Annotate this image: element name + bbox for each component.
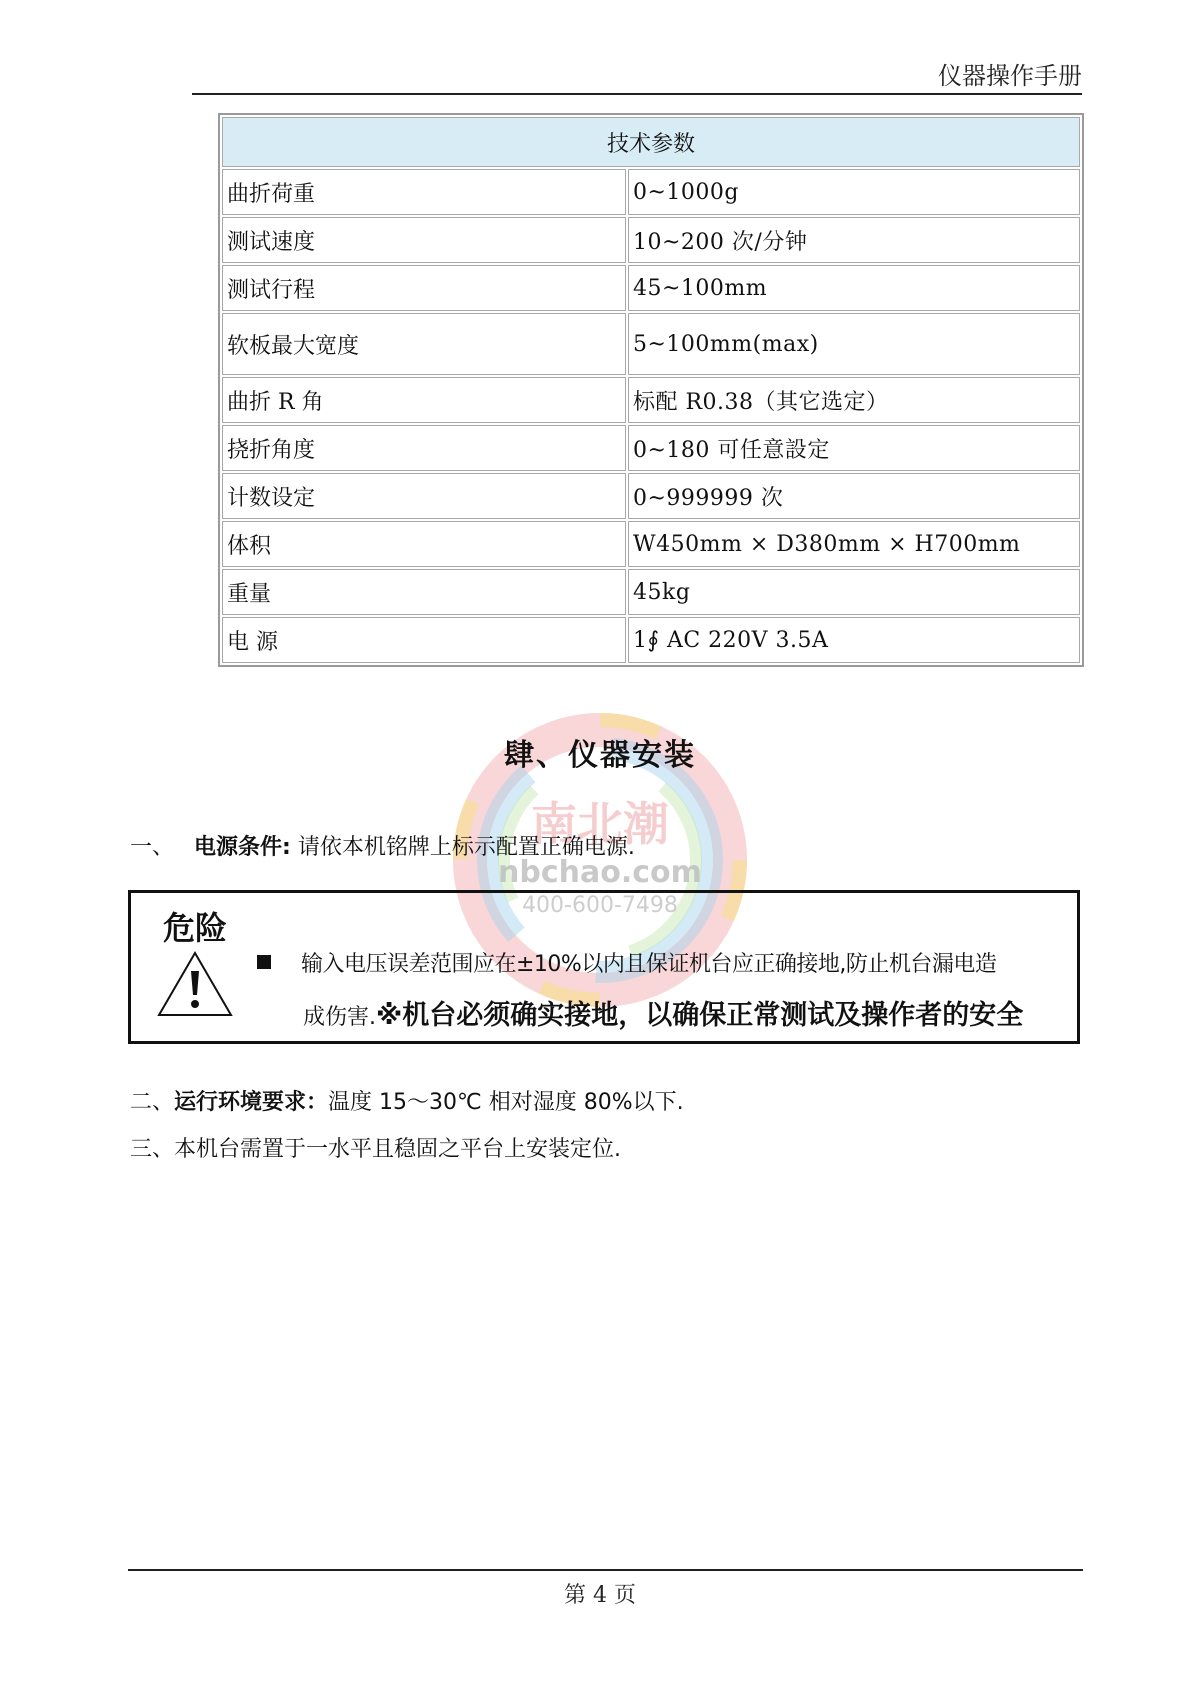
spec-value: 0~999999 次 xyxy=(628,473,1080,519)
danger-box xyxy=(128,890,1080,1044)
spec-value: 10~200 次/分钟 xyxy=(628,217,1080,263)
requirement-text: 请依本机铭牌上标示配置正确电源. xyxy=(290,835,635,860)
requirement-environment xyxy=(130,1085,684,1116)
danger-text-plain: 成伤害. xyxy=(303,1005,376,1030)
svg-text:400-600-7498: 400-600-7498 xyxy=(522,893,678,918)
spec-label: 软板最大宽度 xyxy=(222,313,626,375)
svg-text:nbchao.com: nbchao.com xyxy=(498,855,702,890)
requirement-power xyxy=(130,830,635,861)
spec-value: 标配 R0.38（其它选定） xyxy=(628,377,1080,423)
requirement-placement: 三、本机台需置于一水平且稳固之平台上安装定位. xyxy=(130,1137,621,1162)
section-title: 肆、仪器安装 xyxy=(504,738,696,773)
table-row xyxy=(222,169,1080,215)
spec-value: 5~100mm(max) xyxy=(628,313,1080,375)
page-header-title: 仪器操作手册 xyxy=(938,62,1082,90)
spec-label: 挠折角度 xyxy=(222,425,626,471)
spec-label: 测试速度 xyxy=(222,217,626,263)
spec-value: 45~100mm xyxy=(628,265,1080,311)
spec-value: 45kg xyxy=(628,569,1080,615)
page-number: 第 4 页 xyxy=(564,1583,636,1608)
spec-value: 0~1000g xyxy=(628,169,1080,215)
table-row xyxy=(222,313,1080,375)
warning-triangle-icon xyxy=(155,949,235,1019)
svg-text:南北潮: 南北潮 xyxy=(531,797,669,851)
table-header-row xyxy=(222,117,1080,167)
spec-table xyxy=(218,113,1084,667)
requirement-number: 二、 xyxy=(130,1090,175,1115)
requirement-label: 电源条件: xyxy=(194,835,291,860)
table-row xyxy=(222,217,1080,263)
requirement-label: 运行环境要求： xyxy=(174,1090,329,1115)
spec-value: 1∮ AC 220V 3.5A xyxy=(628,617,1080,663)
table-row xyxy=(222,521,1080,567)
table-row xyxy=(222,473,1080,519)
header-divider xyxy=(192,93,1082,95)
spec-label: 曲折荷重 xyxy=(222,169,626,215)
footer-divider xyxy=(128,1569,1083,1571)
spec-label: 计数设定 xyxy=(222,473,626,519)
spec-label: 电 源 xyxy=(222,617,626,663)
table-row xyxy=(222,569,1080,615)
spec-label: 重量 xyxy=(222,569,626,615)
danger-text-emphasis: ※机台必须确实接地，以确保正常测试及操作者的安全 xyxy=(376,1000,1024,1031)
bullet-square-icon xyxy=(257,955,271,969)
requirement-text: 温度 15～30℃ 相对湿度 80%以下. xyxy=(328,1090,684,1115)
spec-label: 测试行程 xyxy=(222,265,626,311)
spec-label: 曲折 R 角 xyxy=(222,377,626,423)
table-row xyxy=(222,617,1080,663)
table-row xyxy=(222,265,1080,311)
danger-text: 输入电压误差范围应在±10%以内且保证机台应正确接地,防止机台漏电造 xyxy=(301,952,997,977)
danger-title: 危险 xyxy=(163,909,228,947)
table-row xyxy=(222,425,1080,471)
spec-value: 0~180 可任意設定 xyxy=(628,425,1080,471)
danger-text-continued xyxy=(303,993,1023,1032)
spec-label: 体积 xyxy=(222,521,626,567)
spec-value: W450mm × D380mm × H700mm xyxy=(628,521,1080,567)
requirement-number: 一、 xyxy=(130,835,175,860)
table-caption: 技术参数 xyxy=(222,117,1080,167)
table-row xyxy=(222,377,1080,423)
